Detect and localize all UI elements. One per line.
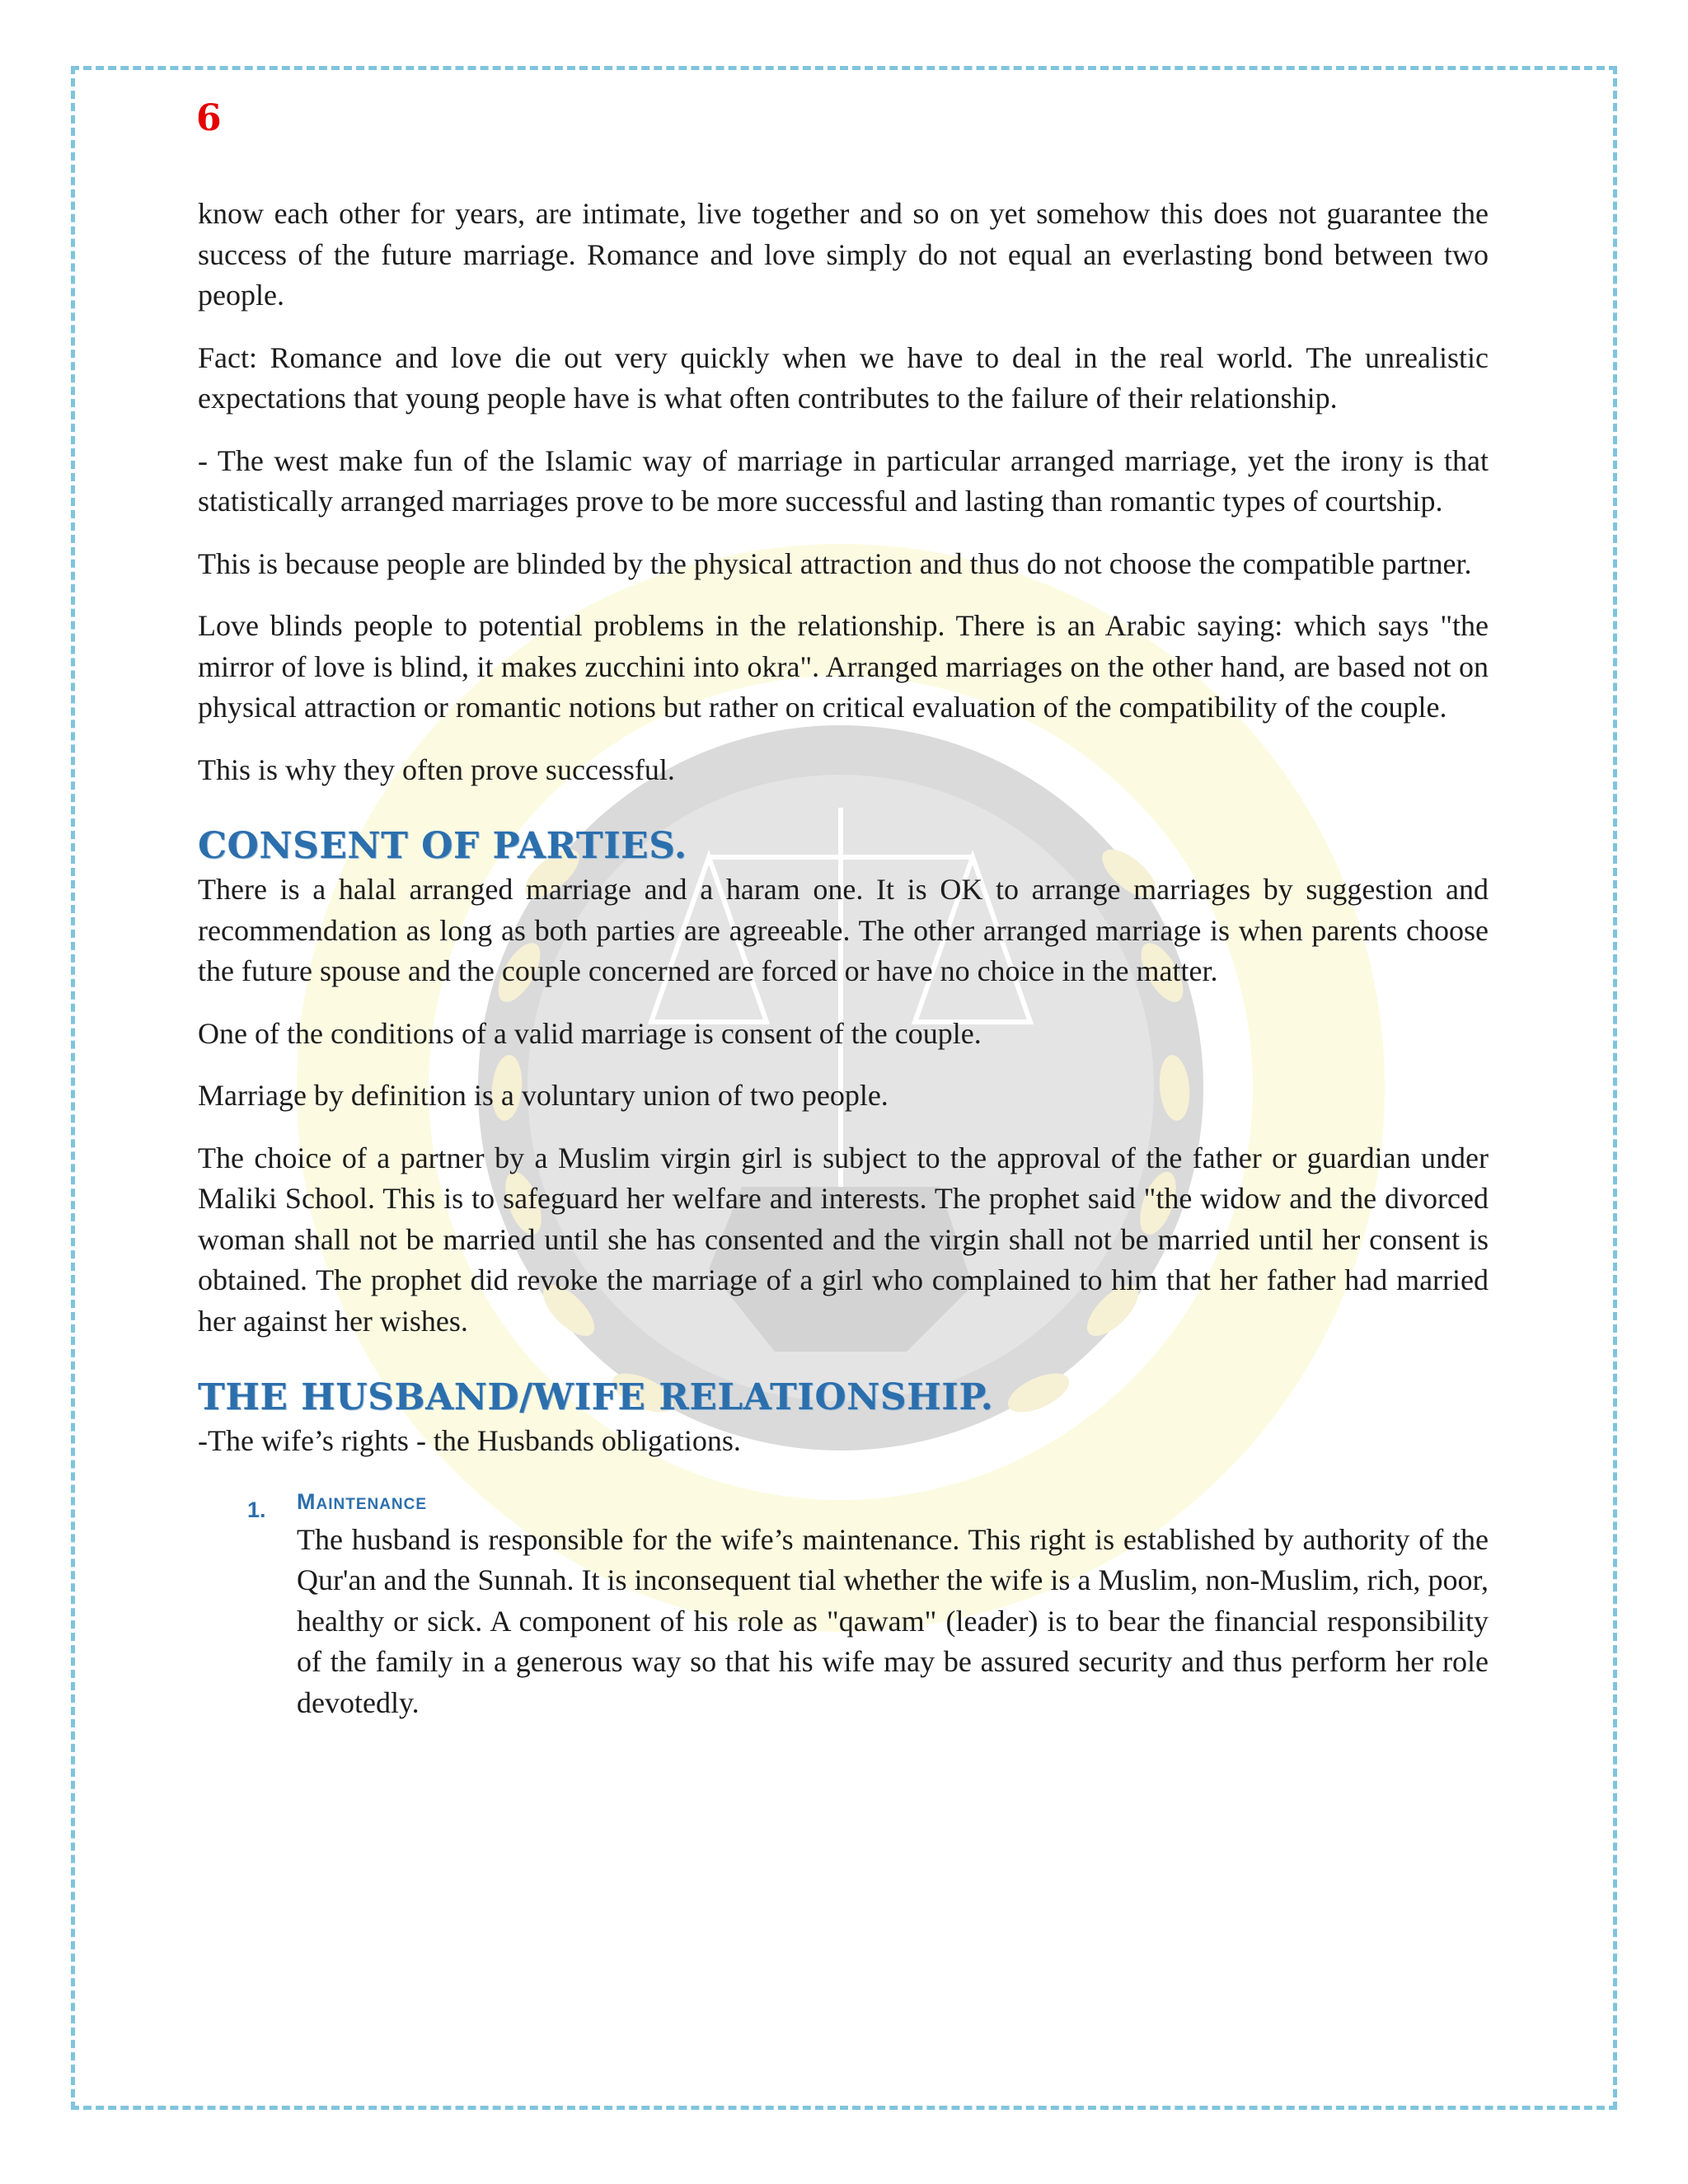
list-item-number: 1. [247, 1497, 266, 1522]
paragraph: Love blinds people to potential problems in the relationship. There is an Arabic saying: which says "the mirror of love is blind, it makes zucchini into okra". Arranged marriages on the other hand, are based not on physical attraction or romantic notions but rather on critical evaluation of the compatibility of the couple. [198, 609, 1489, 724]
list-item-body: The husband is responsible for the wife’s maintenance. This right is established by authority of the Qur'an and the Sunnah. It is inconsequent tial whether the wife is a Muslim, non-Muslim, rich, poor, healthy or sick. A component of his role as "qawam" (leader) is to bear the financial responsibility of the family in a generous way so that his wife may be assured security and thus perform her role devotedly. [297, 1522, 1489, 1719]
numbered-list [198, 1483, 1489, 1724]
paragraph: There is a halal arranged marriage and a haram one. It is OK to arrange marriages by suggestion and recommendation as long as both parties are agreeable. The other arranged marriage is when parents choose the future spouse and the couple concerned are forced or have no choice in the matter. [198, 873, 1489, 987]
paragraph: This is why they often prove successful. [198, 752, 675, 786]
paragraph: Marriage by definition is a voluntary union of two people. [198, 1079, 889, 1112]
list-item-title: Maintenance [297, 1488, 428, 1514]
section-heading-relationship: THE HUSBAND/WIFE RELATIONSHIP. [198, 1376, 994, 1418]
paragraph: This is because people are blinded by the physical attraction and thus do not choose the compatible partner. [198, 546, 1472, 580]
section-heading-consent: CONSENT OF PARTIES. [198, 825, 687, 867]
list-item [198, 1483, 1489, 1724]
paragraph: - The west make fun of the Islamic way of marriage in particular arranged marriage, yet the irony is that statistically arranged marriages prove to be more successful and lasting than romantic types of courtship. [198, 443, 1489, 518]
paragraph: know each other for years, are intimate, live together and so on yet somehow this does not guarantee the success of the future marriage. Romance and love simply do not equal an everlasting bond between two people. [198, 197, 1489, 312]
page-content [198, 194, 1489, 1723]
page-number: 6 [196, 97, 222, 139]
paragraph: One of the conditions of a valid marriage is consent of the couple. [198, 1016, 982, 1050]
paragraph: The choice of a partner by a Muslim virgin girl is subject to the approval of the father or guardian under Maliki School. This is to safeguard her welfare and interests. The prophet said "the widow and the divorced woman shall not be married until she has consented and the virgin shall not be married until her consent is obtained. The prophet did revoke the marriage of a girl who complained to him that her father had married her against her wishes. [198, 1141, 1489, 1338]
section-subheading: -The wife’s rights - the Husbands obligations. [198, 1424, 741, 1457]
paragraph: Fact: Romance and love die out very quickly when we have to deal in the real world. The unrealistic expectations that young people have is what often contributes to the failure of their relationship. [198, 340, 1489, 415]
